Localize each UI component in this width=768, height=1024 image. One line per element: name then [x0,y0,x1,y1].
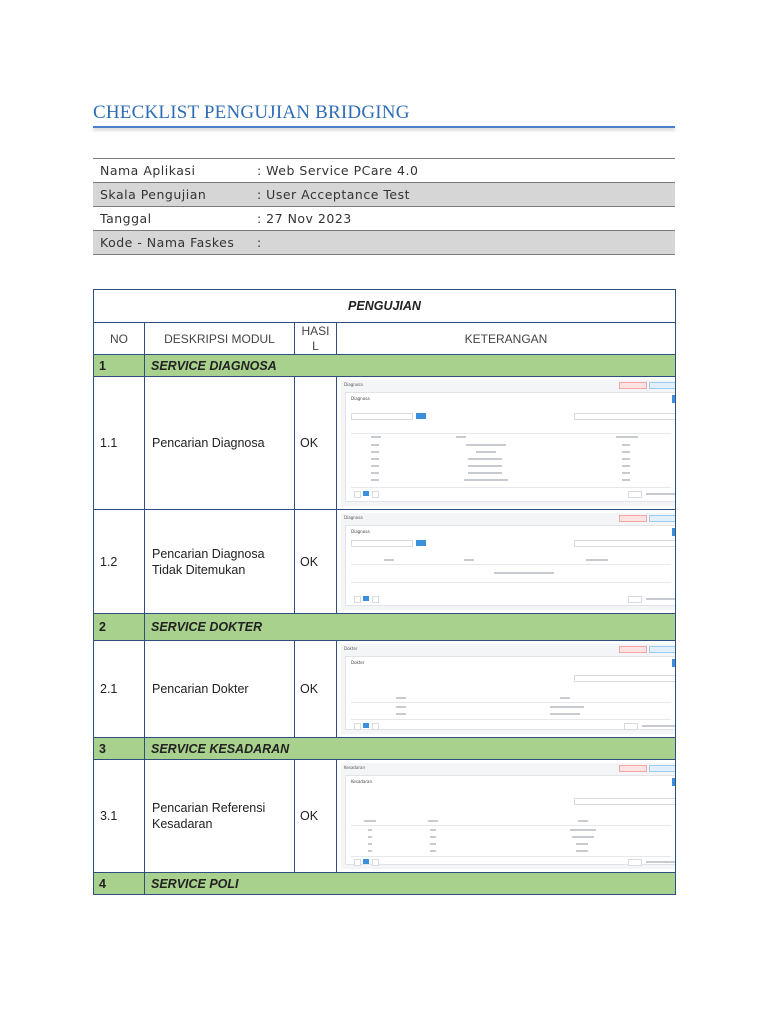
col-header-result: HASIL [295,323,337,355]
thumb-card [345,775,676,865]
thumb-text [396,713,406,715]
thumb-pager [354,596,361,603]
item-desc: Pencarian Referensi Kesadaran [145,760,295,873]
section-row [94,614,676,641]
thumb-title: Dokter [344,646,358,651]
thumb-text [371,479,379,481]
screenshot-thumbnail [341,380,676,506]
thumb-filter-input [574,540,676,547]
thumb-pager [354,859,361,866]
table-row [94,641,676,738]
section-no: 4 [94,873,145,895]
section-no: 1 [94,355,145,377]
thumb-card [345,392,676,502]
table-row [94,510,676,614]
item-result: OK [295,377,337,510]
thumb-text [570,829,596,831]
thumb-card-title: Dokter [351,660,365,665]
thumb-edge-button [672,659,676,667]
screenshot-thumbnail [341,513,676,610]
thumb-text [466,444,506,446]
thumb-divider [351,702,671,703]
thumb-page-size [628,491,642,498]
section-name: SERVICE DIAGNOSA [145,355,676,377]
thumb-filter-input [574,413,676,420]
table-row [94,760,676,873]
thumb-card-title: Diagnosa [351,529,370,534]
thumb-search-input [351,413,413,420]
item-desc: Pencarian Diagnosa Tidak Ditemukan [145,510,295,614]
col-header-no: NO [94,323,145,355]
thumb-text [430,850,436,852]
thumb-text [622,479,630,481]
thumb-search-button [416,413,426,419]
thumb-pager-active [363,491,369,496]
info-row-app [93,159,675,183]
thumb-text [371,472,379,474]
thumb-text [430,843,436,845]
thumb-text [616,436,638,438]
item-desc: Pencarian Diagnosa [145,377,295,510]
thumb-edge-button [672,395,676,403]
thumb-card [345,656,676,730]
thumb-badge [619,382,647,389]
document-title: CHECKLIST PENGUJIAN BRIDGING [93,102,410,123]
item-no: 2.1 [94,641,145,738]
thumb-pager [372,723,379,730]
thumb-text [646,861,676,863]
thumb-divider [351,856,671,857]
thumb-text [371,436,381,438]
thumb-pager [354,723,361,730]
screenshot-cell [337,510,676,614]
thumb-divider [351,719,671,720]
thumb-text [371,458,379,460]
screenshot-cell [337,377,676,510]
section-name: SERVICE DOKTER [145,614,676,641]
screenshot-cell [337,641,676,738]
thumb-page-size [628,596,642,603]
item-result: OK [295,760,337,873]
thumb-text [642,725,676,727]
thumb-text [368,850,372,852]
thumb-badge [649,765,676,772]
info-label: Skala Pengujian [100,187,207,202]
info-value: : [257,235,262,250]
item-result: OK [295,510,337,614]
section-row [94,873,676,895]
thumb-text [464,479,508,481]
info-row-date [93,207,675,231]
info-value: : Web Service PCare 4.0 [257,163,419,178]
info-label: Kode - Nama Faskes [100,235,235,250]
thumb-badge [649,515,676,522]
thumb-pager-active [363,596,369,601]
thumb-text [622,458,630,460]
thumb-divider [351,564,671,565]
col-header-notes: KETERANGAN [337,323,676,355]
thumb-text [456,436,466,438]
thumb-text [572,836,594,838]
thumb-text [476,451,496,453]
thumb-badge [619,765,647,772]
thumb-search-input [351,540,413,547]
item-no: 3.1 [94,760,145,873]
col-header-desc: DESKRIPSI MODUL [145,323,295,355]
thumb-page-size [628,859,642,866]
thumb-text [428,820,438,822]
screenshot-thumbnail [341,644,676,734]
thumb-card [345,525,676,606]
thumb-filter-input [574,675,676,682]
item-result: OK [295,641,337,738]
thumb-edge-button [672,528,676,536]
thumb-pager [354,491,361,498]
thumb-text [586,559,608,561]
thumb-text [578,820,588,822]
thumb-text [622,444,630,446]
section-row [94,355,676,377]
info-label: Nama Aplikasi [100,163,196,178]
thumb-text [364,820,376,822]
thumb-text [464,559,474,561]
thumb-title: Diagnosa [344,515,363,520]
section-no: 3 [94,738,145,760]
thumb-text [576,850,588,852]
info-value: : 27 Nov 2023 [257,211,352,226]
info-row-scale [93,183,675,207]
thumb-divider [351,433,671,434]
thumb-divider [351,825,671,826]
thumb-text [646,598,676,600]
screenshot-thumbnail [341,763,676,869]
thumb-pager-active [363,859,369,864]
thumb-pager-active [363,723,369,728]
thumb-filter-input [574,798,676,805]
thumb-badge [619,515,647,522]
thumb-text [560,697,570,699]
thumb-text [371,465,379,467]
item-desc: Pencarian Dokter [145,641,295,738]
info-row-faskes [93,231,675,255]
thumb-title: Diagnosa [344,382,363,387]
thumb-edge-button [672,778,676,786]
thumb-text [371,451,379,453]
thumb-text [550,706,584,708]
info-table [93,158,675,255]
thumb-pager [372,491,379,498]
thumb-divider [351,487,671,488]
thumb-text [468,472,502,474]
info-value: : User Acceptance Test [257,187,410,202]
thumb-text [368,829,372,831]
title-underline [93,126,675,128]
thumb-text [396,697,406,699]
thumb-page-size [624,723,638,730]
section-name: SERVICE POLI [145,873,676,895]
thumb-text [371,444,379,446]
thumb-badge [649,646,676,653]
thumb-text [384,559,394,561]
item-no: 1.2 [94,510,145,614]
thumb-search-button [416,540,426,546]
thumb-badge [649,382,676,389]
thumb-pager [372,859,379,866]
thumb-title: Kesadaran [344,765,366,770]
thumb-text [550,713,580,715]
thumb-card-title: Diagnosa [351,396,370,401]
thumb-badge [619,646,647,653]
item-no: 1.1 [94,377,145,510]
thumb-text [576,843,588,845]
section-row [94,738,676,760]
thumb-text [494,572,554,574]
test-table [93,289,676,895]
info-label: Tanggal [100,211,152,226]
thumb-text [430,829,436,831]
section-name: SERVICE KESADARAN [145,738,676,760]
thumb-text [622,451,630,453]
table-row [94,377,676,510]
thumb-text [430,836,436,838]
thumb-divider [351,582,671,583]
thumb-pager [372,596,379,603]
thumb-text [646,493,676,495]
thumb-text [468,458,502,460]
thumb-text [368,843,372,845]
table-title: PENGUJIAN [94,290,676,323]
thumb-text [368,836,372,838]
thumb-card-title: Kesadaran [351,779,373,784]
thumb-text [396,706,406,708]
thumb-text [622,472,630,474]
section-no: 2 [94,614,145,641]
thumb-text [622,465,630,467]
thumb-text [468,465,502,467]
screenshot-cell [337,760,676,873]
